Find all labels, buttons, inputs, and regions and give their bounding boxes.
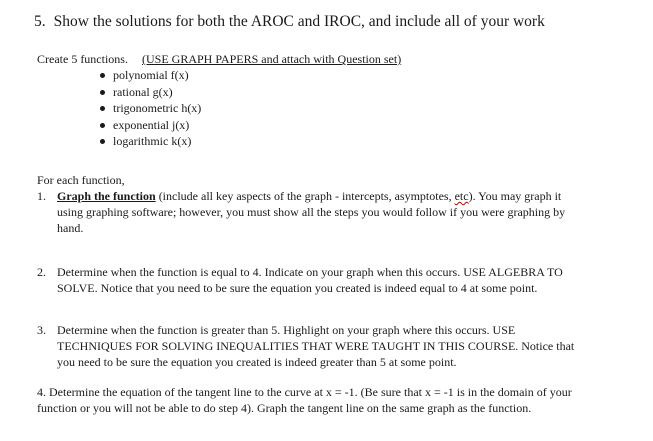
- function-list: [100, 67, 201, 150]
- question-number: 5.: [34, 13, 46, 30]
- instruction-item-1: [37, 188, 582, 236]
- spellcheck-word: etc: [454, 189, 469, 203]
- function-item-exponential: exponential j(x): [100, 117, 201, 134]
- item-number: 3.: [37, 323, 46, 337]
- item-number: 2.: [37, 265, 46, 279]
- instruction-item-4: [37, 384, 597, 416]
- for-each-label: For each function,: [37, 173, 125, 187]
- question-heading: [34, 13, 545, 31]
- function-item-logarithmic: logarithmic k(x): [100, 133, 201, 150]
- item-body: [57, 188, 582, 236]
- function-item-trigonometric: trigonometric h(x): [100, 100, 201, 117]
- item-text-b: ). You may graph it using graphing software; however, you must show all the steps you would follow if you were graphing by hand.: [57, 189, 566, 235]
- function-item-rational: rational g(x): [100, 84, 201, 101]
- instruction-item-3: [37, 322, 582, 370]
- item-text: Determine when the function is greater than 5. Highlight on your graph where this occurs. USE TECHNIQUES FOR SOLVING INEQUALITIES THAT WERE TAUGHT IN THIS COURSE. Notice that you need to be sure the equation you created is indeed greater than 5 at some point.: [57, 323, 575, 369]
- item-text: 4. Determine the equation of the tangent line to the curve at x = -1. (Be sure that x = -1 is in the domain of your function or you will not be able to do step 4). Graph the tangent line on the same graph as the function.: [37, 385, 572, 415]
- graph-paper-note: (USE GRAPH PAPERS and attach with Question set): [141, 52, 402, 66]
- question-heading-text: Show the solutions for both the AROC and IROC, and include all of your work: [53, 13, 545, 30]
- item-text: Determine when the function is equal to 4. Indicate on your graph when this occurs. USE ALGEBRA TO SOLVE. Notice that you need to be sure the equation you created is indeed equal to 4 at some point.: [57, 265, 563, 295]
- function-item-polynomial: polynomial f(x): [100, 67, 201, 84]
- graph-function-lead: Graph the function: [57, 189, 156, 203]
- create-functions-line: [37, 52, 401, 67]
- instruction-item-2: [37, 264, 582, 296]
- item-text-a: (include all key aspects of the graph - intercepts, asymptotes,: [155, 189, 455, 203]
- create-label: Create 5 functions.: [37, 52, 128, 66]
- item-number: 1.: [37, 189, 46, 203]
